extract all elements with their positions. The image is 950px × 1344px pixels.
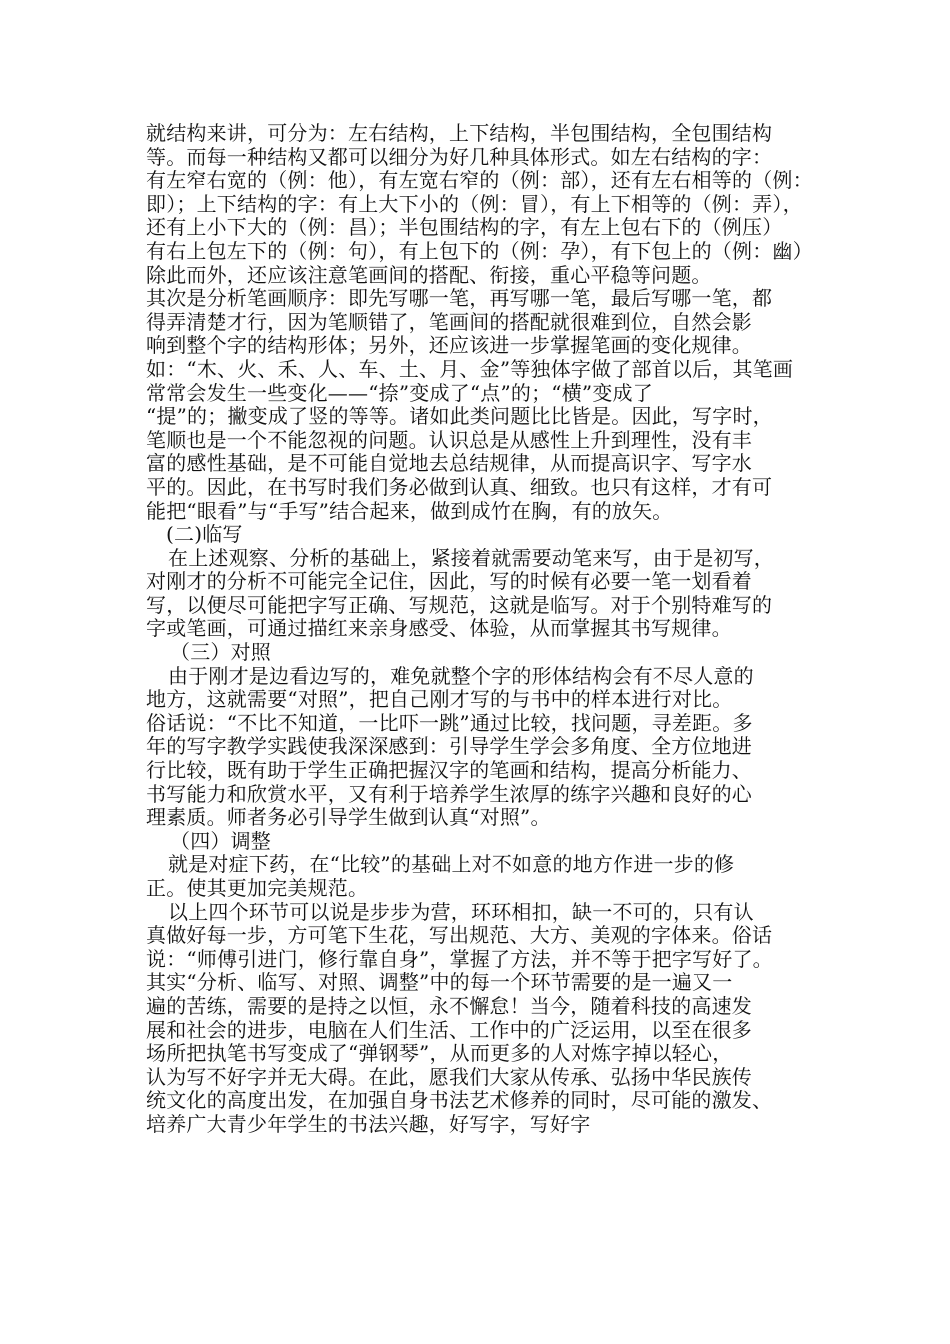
section-heading-dui-zhao: （三）对照 [170,640,271,665]
text-line: 展和社会的进步，电脑在人们生活、工作中的广泛运用，以至在很多 [146,1017,752,1042]
text-line: 除此而外，还应该注意笔画间的搭配、衔接，重心平稳等问题。 [146,262,712,287]
text-line: 行比较，既有助于学生正确把握汉字的笔画和结构，提高分析能力、 [146,758,752,783]
text-line: 等。而每一种结构又都可以细分为好几种具体形式。如左右结构的字： [146,144,773,169]
text-line: 以上四个环节可以说是步步为营，环环相扣，缺一不可的，只有认 [168,899,754,924]
text-line: 其次是分析笔画顺序：即先写哪一笔，再写哪一笔，最后写哪一笔，都 [146,286,773,311]
text-line: 说：“师傅引进门，修行靠自身”，掌握了方法，并不等于把字写好了。 [146,946,773,971]
text-line: 在上述观察、分析的基础上，紧接着就需要动笔来写，由于是初写， [168,545,774,570]
text-line: 场所把执笔书写变成了“弹钢琴”，从而更多的人对炼字掉以轻心， [146,1041,733,1066]
text-line: 遍的苦练，需要的是持之以恒，永不懈怠！当今，随着科技的高速发 [146,993,752,1018]
text-line: 有右上包左下的（例：句），有上包下的（例：孕），有下包上的（例：幽） [146,238,813,263]
text-line: 就是对症下药，在“比较”的基础上对不如意的地方作进一步的修 [168,852,735,877]
text-line: 地方，这就需要“对照”，把自己刚才写的与书中的样本进行对比。 [146,687,733,712]
text-line: 年的写字教学实践使我深深感到：引导学生学会多角度、全方位地进 [146,734,752,759]
document-page [146,122,826,1137]
text-line: 能把“眼看”与“手写”结合起来，做到成竹在胸，有的放矢。 [146,498,673,523]
text-line: 写，以便尽可能把字写正确、写规范，这就是临写。对于个别特难写的 [146,592,773,617]
text-line: 即）；上下结构的字：有上大下小的（例：冒），有上下相等的（例：弄）， [146,191,803,216]
text-line: 得弄清楚才行，因为笔顺错了，笔画间的搭配就很难到位，自然会影 [146,309,752,334]
text-line: “提”的；撇变成了竖的等等。诸如此类问题比比皆是。因此，写字时， [146,404,773,429]
text-line: 就结构来讲，可分为：左右结构，上下结构，半包围结构，全包围结构 [146,121,773,145]
text-line: 对刚才的分析不可能完全记住，因此，写的时候有必要一笔一划看着 [146,569,752,594]
text-line: 真做好每一步，方可笔下生花，写出规范、大方、美观的字体来。俗话 [146,923,773,948]
text-line: 正。使其更加完美规范。 [146,876,369,900]
text-line: 常常会发生一些变化——“捺”变成了“点”的；“横”变成了 [146,380,653,405]
text-line: 有左窄右宽的（例：他），有左宽右窄的（例：部），还有左右相等的（例： [146,168,813,193]
text-line: 俗话说：“不比不知道，一比吓一跳”通过比较，找问题，寻差距。多 [146,710,753,735]
text-line: 响到整个字的结构形体；另外，还应该进一步掌握笔画的变化规律。 [146,333,752,358]
section-heading-lin-xie: (二)临写 [166,522,243,547]
text-line: 富的感性基础，是不可能自觉地去总结规律，从而提高识字、写字水 [146,451,752,476]
text-line: 如：“木、火、禾、人、车、土、月、金”等独体字做了部首以后，其笔画 [146,356,794,381]
text-line: 还有上小下大的（例：昌）；半包围结构的字，有左上包右下的（例压） [146,215,783,240]
text-line: 平的。因此，在书写时我们务必做到认真、细致。也只有这样，才有可 [146,474,773,499]
text-line: 字或笔画，可通过描红来亲身感受、体验，从而掌握其书写规律。 [146,616,732,641]
text-line: 培养广大青少年学生的书法兴趣，好写字，写好字 [146,1111,591,1136]
text-line: 书写能力和欣赏水平，又有利于培养学生浓厚的练字兴趣和良好的心 [146,781,752,806]
text-line: 其实“分析、临写、对照、调整”中的每一个环节需要的是一遍又一 [146,970,733,995]
section-heading-tiao-zheng: （四）调整 [170,828,271,853]
text-line: 由于刚才是边看边写的，难免就整个字的形体结构会有不尽人意的 [168,663,754,688]
text-line: 认为写不好字并无大碍。在此，愿我们大家从传承、弘扬中华民族传 [146,1064,752,1089]
text-line: 统文化的高度出发，在加强自身书法艺术修养的同时，尽可能的激发、 [146,1088,773,1113]
text-line: 笔顺也是一个不能忽视的问题。认识总是从感性上升到理性，没有丰 [146,427,752,452]
text-line: 理素质。师者务必引导学生做到认真“对照”。 [146,805,551,830]
